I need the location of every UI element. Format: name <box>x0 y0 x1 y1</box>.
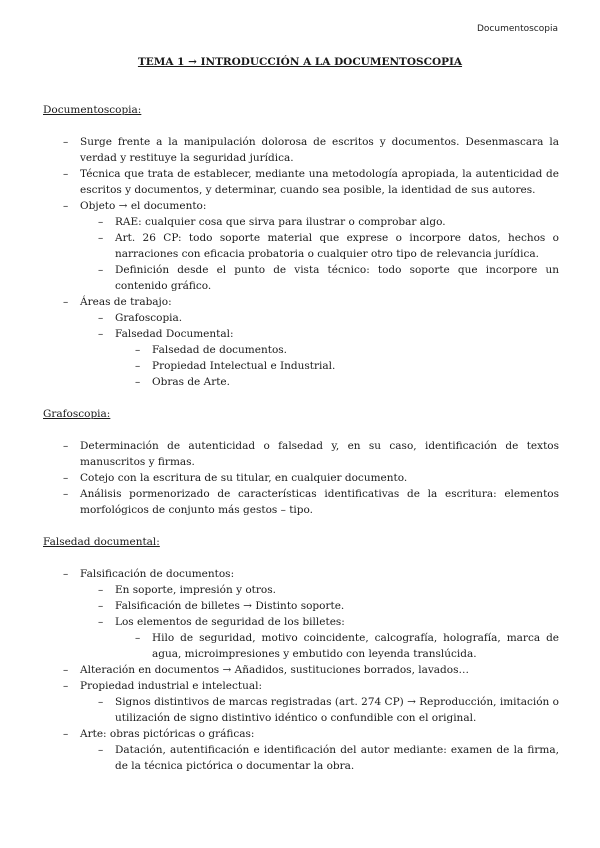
list-item <box>43 310 559 326</box>
bullet-dash: – <box>63 136 69 148</box>
item-text: Signos distintivos de marcas registradas (art. 274 CP) → Reproducción, imitación o utilización de signo distintivo idéntico o confundible con el original. <box>115 696 559 724</box>
item-text: Propiedad industrial e intelectual: <box>80 680 262 692</box>
list-item <box>43 262 559 294</box>
item-text: En soporte, impresión y otros. <box>115 584 276 596</box>
bullet-dash: – <box>63 168 69 180</box>
bullet-list <box>43 438 559 518</box>
list-item <box>43 582 559 598</box>
list-item <box>43 470 559 486</box>
item-text: Determinación de autenticidad o falsedad y, en su caso, identificación de textos manuscritos y firmas. <box>80 440 559 468</box>
item-text: Falsificación de billetes → Distinto soporte. <box>115 600 345 612</box>
bullet-dash: – <box>135 360 141 372</box>
bullet-dash: – <box>135 376 141 388</box>
item-text: Definición desde el punto de vista técnico: todo soporte que incorpore un contenido gráfico. <box>115 264 559 292</box>
bullet-dash: – <box>98 232 104 244</box>
item-text: Técnica que trata de establecer, mediante una metodología apropiada, la autenticidad de escritos y documentos, y determinar, cuando sea posible, la identidad de sus autores. <box>80 168 559 196</box>
item-text: Objeto → el documento: <box>80 200 207 212</box>
list-item <box>43 214 559 230</box>
bullet-dash: – <box>98 584 104 596</box>
item-text: Arte: obras pictóricas o gráficas: <box>80 728 255 740</box>
list-item <box>43 694 559 726</box>
section-heading: Documentoscopia: <box>43 104 142 116</box>
list-item <box>43 726 559 742</box>
bullet-list <box>43 134 559 390</box>
item-text: Falsedad de documentos. <box>152 344 287 356</box>
bullet-dash: – <box>98 264 104 276</box>
list-item <box>43 358 559 374</box>
bullet-dash: – <box>98 744 104 756</box>
bullet-dash: – <box>98 696 104 708</box>
item-text: Hilo de seguridad, motivo coincidente, calcografía, holografía, marca de agua, microimpresiones y embutido con leyenda translúcida. <box>152 632 559 660</box>
bullet-dash: – <box>63 296 69 308</box>
document-body <box>43 102 559 790</box>
item-text: Alteración en documentos → Añadidos, sustituciones borrados, lavados… <box>80 664 469 676</box>
list-item <box>43 566 559 582</box>
bullet-dash: – <box>63 472 69 484</box>
bullet-dash: – <box>98 616 104 628</box>
list-item <box>43 678 559 694</box>
bullet-dash: – <box>98 328 104 340</box>
item-text: Falsedad Documental: <box>115 328 234 340</box>
list-item <box>43 486 559 518</box>
bullet-dash: – <box>63 488 69 500</box>
bullet-dash: – <box>63 200 69 212</box>
list-item <box>43 342 559 358</box>
bullet-dash: – <box>135 344 141 356</box>
list-item <box>43 326 559 342</box>
section-heading: Grafoscopia: <box>43 408 111 420</box>
list-item <box>43 134 559 166</box>
item-text: Los elementos de seguridad de los billetes: <box>115 616 345 628</box>
bullet-dash: – <box>63 680 69 692</box>
list-item <box>43 614 559 630</box>
item-text: Obras de Arte. <box>152 376 230 388</box>
list-item <box>43 230 559 262</box>
bullet-dash: – <box>98 216 104 228</box>
item-text: Áreas de trabajo: <box>80 296 172 308</box>
bullet-dash: – <box>63 664 69 676</box>
section-heading: Falsedad documental: <box>43 536 160 548</box>
bullet-dash: – <box>98 312 104 324</box>
item-text: Datación, autentificación e identificación del autor mediante: examen de la firma, de la técnica pictórica o documentar la obra. <box>115 744 559 772</box>
list-item <box>43 630 559 662</box>
running-header: Documentoscopia <box>476 24 558 34</box>
item-text: Cotejo con la escritura de su titular, en cualquier documento. <box>80 472 408 484</box>
item-text: Surge frente a la manipulación dolorosa de escritos y documentos. Desenmascara la verdad y restituye la seguridad jurídica. <box>80 136 559 164</box>
item-text: Propiedad Intelectual e Industrial. <box>152 360 336 372</box>
bullet-dash: – <box>63 440 69 452</box>
bullet-dash: – <box>63 568 69 580</box>
section-documentoscopia <box>43 102 559 390</box>
item-text: Falsificación de documentos: <box>80 568 235 580</box>
item-text: Art. 26 CP: todo soporte material que exprese o incorpore datos, hechos o narraciones con eficacia probatoria o cualquier otro tipo de relevancia jurídica. <box>115 232 559 260</box>
list-item <box>43 662 559 678</box>
list-item <box>43 294 559 310</box>
list-item <box>43 742 559 774</box>
bullet-list <box>43 566 559 774</box>
list-item <box>43 198 559 214</box>
bullet-dash: – <box>98 600 104 612</box>
bullet-dash: – <box>63 728 69 740</box>
page-title: TEMA 1 → INTRODUCCIÓN A LA DOCUMENTOSCOPIA <box>137 56 463 68</box>
list-item <box>43 438 559 470</box>
section-falsedad-documental <box>43 534 559 774</box>
list-item <box>43 374 559 390</box>
section-grafoscopia <box>43 406 559 518</box>
list-item <box>43 598 559 614</box>
item-text: Análisis pormenorizado de características identificativas de la escritura: elementos morfológicos de conjunto más gestos – tipo. <box>80 488 559 516</box>
bullet-dash: – <box>135 632 141 644</box>
item-text: RAE: cualquier cosa que sirva para ilustrar o comprobar algo. <box>115 216 446 228</box>
list-item <box>43 166 559 198</box>
item-text: Grafoscopia. <box>115 312 183 324</box>
